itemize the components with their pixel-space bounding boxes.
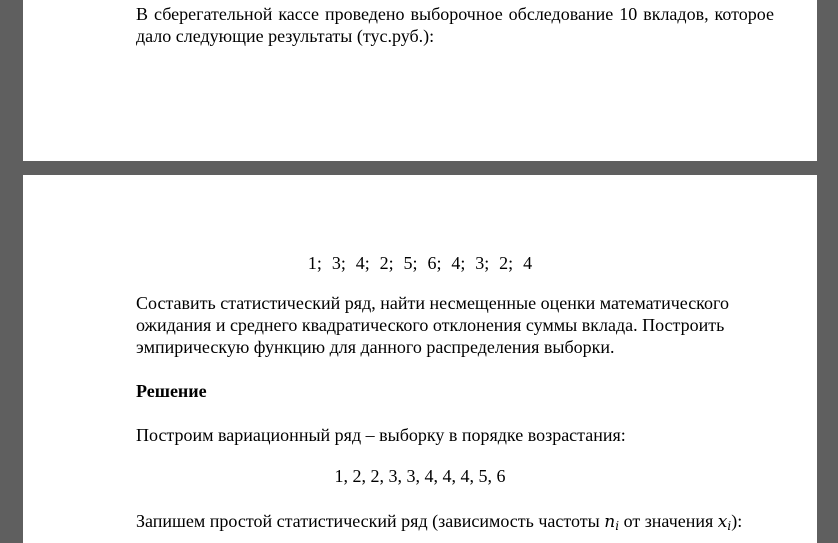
sample-value: 4; [355,253,370,273]
sample-value: 2; [499,253,514,273]
sample-values [23,252,817,274]
step2-suffix: ): [731,511,743,531]
frequency-variable: $n_i$ [604,512,620,533]
document-page-2 [23,175,817,543]
value-variable: $x_i$ [717,512,732,533]
sample-value: 6; [427,253,442,273]
step-variation-series: Построим вариационный ряд – выборку в порядке возрастания: [136,425,626,445]
task-paragraph: Составить статистический ряд, найти несмещенные оценки математического ожидания и среднего квадратического отклонения суммы вклада. Построить эмпирическую функцию для данного распределения выборки. [136,293,729,357]
sample-value: 3; [331,253,346,273]
step2-middle: от значения [619,511,718,531]
sample-value: 2; [379,253,394,273]
sorted-sample: 1, 2, 2, 3, 3, 4, 4, 4, 5, 6 [334,466,506,486]
sample-value: 3; [475,253,490,273]
sample-value: 4 [523,253,533,273]
step2-prefix: Запишем простой статистический ряд (зависимость частоты [136,511,605,531]
sample-value: 1; [307,253,322,273]
document-page-1 [23,0,817,161]
sample-value: 4; [451,253,466,273]
intro-paragraph: В сберегательной кассе проведено выборочное обследование 10 вкладов, которое дало следующие результаты (тус.руб.): [136,4,774,46]
sample-value: 5; [403,253,418,273]
solution-heading: Решение [136,381,207,401]
step-statistical-series [136,510,774,533]
